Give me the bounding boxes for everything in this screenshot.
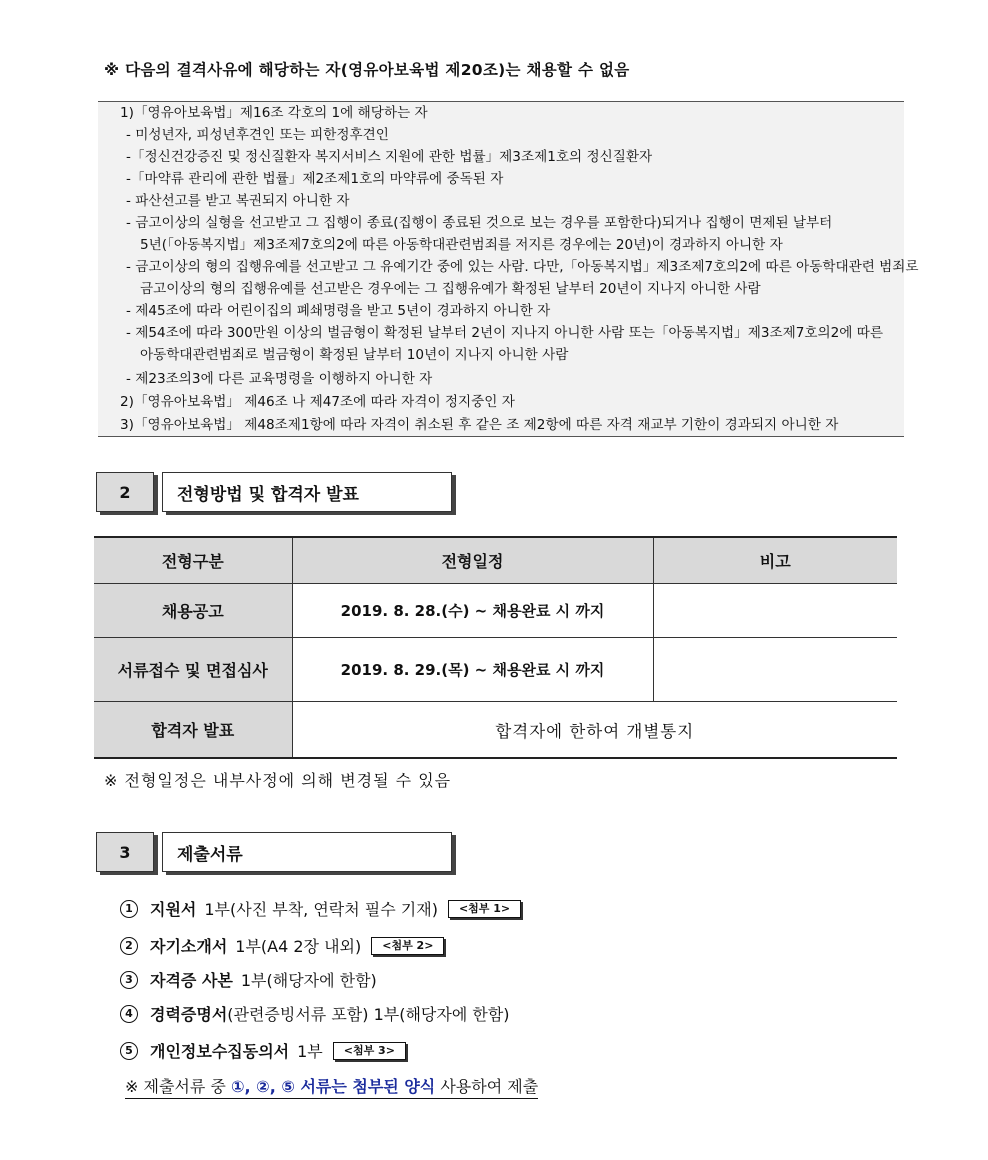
note-prefix: ※ 제출서류 중	[125, 1077, 231, 1096]
row-note	[653, 584, 897, 638]
disq-line: - 금고이상의 실형을 선고받고 그 집행이 종료(집행이 종료된 것으로 보는 경우를 포함한다)되거나 집행이 면제된 날부터	[126, 215, 833, 231]
row-schedule: 합격자에 한하여 개별통지	[292, 702, 897, 759]
disq-line: -「마약류 관리에 관한 법률」제2조제1호의 마약류에 중독된 자	[126, 171, 504, 187]
document-item	[120, 1002, 520, 1025]
row-schedule: 2019. 8. 28.(수) ~ 채용완료 시 까지	[292, 584, 653, 638]
disqualification-box	[98, 101, 919, 437]
table-row	[94, 584, 897, 638]
circled-number: 2	[120, 937, 138, 955]
schedule-table	[94, 536, 897, 759]
row-category: 합격자 발표	[94, 702, 292, 759]
attachment-tag: <첨부 3>	[333, 1042, 406, 1060]
section3-number: 3	[96, 832, 154, 872]
column-header: 전형일정	[292, 537, 653, 584]
document-desc: 1부(사진 부착, 연락처 필수 기재)	[204, 900, 438, 919]
disq-line: - 파산선고를 받고 복권되지 아니한 자	[126, 193, 350, 209]
document-item	[120, 1039, 406, 1062]
circled-number: 1	[120, 900, 138, 918]
row-category: 서류접수 및 면접심사	[94, 638, 292, 702]
document-name: 개인정보수집동의서	[150, 1042, 290, 1061]
disq-line: 2)「영유아보육법」 제46조 나 제47조에 따라 자격이 정지중인 자	[120, 394, 515, 410]
disq-line: - 제45조에 따라 어린이집의 폐쇄명령을 받고 5년이 경과하지 아니한 자	[126, 303, 551, 319]
row-schedule: 2019. 8. 29.(목) ~ 채용완료 시 까지	[292, 638, 653, 702]
attachment-tag: <첨부 1>	[448, 900, 521, 918]
disq-line: 3)「영유아보육법」 제48조제1항에 따라 자격이 취소된 후 같은 조 제2항에 따른 자격 재교부 기한이 경과되지 아니한 자	[120, 417, 839, 433]
column-header: 전형구분	[94, 537, 292, 584]
document-item	[120, 968, 387, 991]
column-header: 비고	[653, 537, 897, 584]
circled-number: 3	[120, 971, 138, 989]
section3-title: 제출서류	[162, 832, 452, 872]
disqualification-heading: ※ 다음의 결격사유에 해당하는 자(영유아보육법 제20조)는 채용할 수 없음	[104, 61, 630, 79]
disq-line: 아동학대관련범죄로 벌금형이 확정된 날부터 10년이 지나지 아니한 사람	[140, 347, 569, 363]
document-item	[120, 934, 444, 957]
note-highlight: ①, ②, ⑤ 서류는 첨부된 양식	[230, 1077, 436, 1096]
note-suffix: 사용하여 제출	[435, 1077, 539, 1096]
disq-line: - 제54조에 따라 300만원 이상의 벌금형이 확정된 날부터 2년이 지나지 아니한 사람 또는「아동복지법」제3조제7호의2에 따른	[126, 325, 884, 341]
table-row	[94, 702, 897, 759]
disq-line: 5년(「아동복지법」제3조제7호의2에 따른 아동학대관련범죄를 저지른 경우에는 20년)이 경과하지 아니한 자	[140, 237, 783, 253]
attachment-tag: <첨부 2>	[371, 937, 444, 955]
document-name: 경력증명서	[150, 1005, 228, 1024]
row-category: 채용공고	[94, 584, 292, 638]
document-desc: 1부	[297, 1042, 323, 1061]
document-desc: 1부(A4 2장 내외)	[235, 937, 362, 956]
document-item	[120, 897, 521, 920]
circled-number: 5	[120, 1042, 138, 1060]
section2-number: 2	[96, 472, 154, 512]
document-name: 지원서	[150, 900, 197, 919]
disq-line: - 금고이상의 형의 집행유예를 선고받고 그 유예기간 중에 있는 사람. 다만,「아동복지법」제3조제7호의2에 따른 아동학대관련 범죄로	[126, 259, 919, 275]
disq-line: - 제23조의3에 다른 교육명령을 이행하지 아니한 자	[126, 371, 433, 387]
circled-number: 4	[120, 1005, 138, 1023]
document-name: 자격증 사본	[150, 971, 233, 990]
document-desc: 1부(해당자에 한함)	[240, 971, 377, 990]
document-name: 자기소개서	[150, 937, 228, 956]
table-row	[94, 638, 897, 702]
row-note	[653, 638, 897, 702]
schedule-footnote: ※ 전형일정은 내부사정에 의해 변경될 수 있음	[104, 771, 452, 790]
disq-line: - 미성년자, 피성년후견인 또는 피한정후견인	[126, 127, 389, 143]
disq-line: 1)「영유아보육법」제16조 각호의 1에 해당하는 자	[120, 105, 428, 121]
disq-line: 금고이상의 형의 집행유예를 선고받은 경우에는 그 집행유예가 확정된 날부터 20년이 지나지 아니한 사람	[140, 281, 761, 297]
document-desc: (관련증빙서류 포함) 1부(해당자에 한함)	[227, 1005, 510, 1024]
disq-line: -「정신건강증진 및 정신질환자 복지서비스 지원에 관한 법률」제3조제1호의 정신질환자	[126, 149, 653, 165]
section2-title: 전형방법 및 합격자 발표	[162, 472, 452, 512]
submission-note	[125, 1074, 538, 1099]
table-header-row	[94, 537, 897, 584]
